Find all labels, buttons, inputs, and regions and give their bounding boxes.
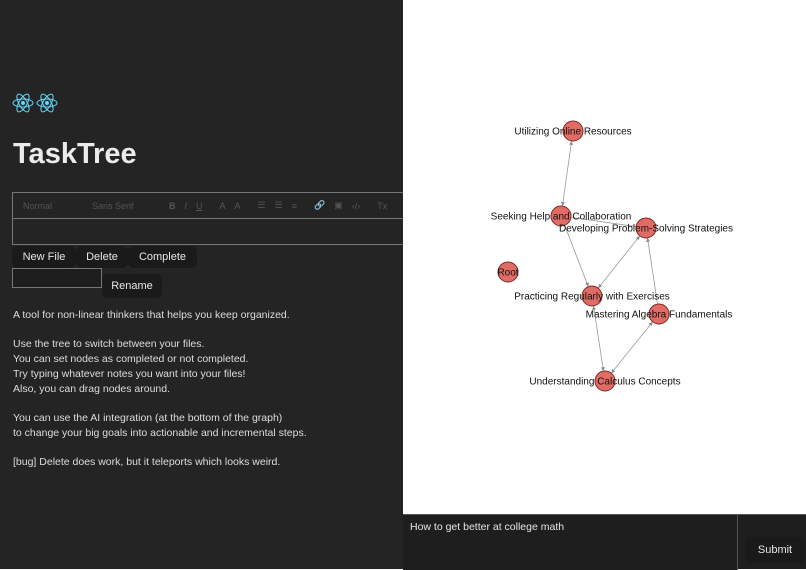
bold-button[interactable]: B bbox=[169, 200, 176, 211]
text-color-button[interactable]: A bbox=[219, 200, 226, 211]
graph-edge bbox=[598, 236, 640, 288]
graph-edge bbox=[562, 141, 571, 206]
node-label: Understanding Calculus Concepts bbox=[529, 376, 681, 388]
ordered-list-icon[interactable]: ☰ bbox=[257, 200, 266, 210]
submit-button[interactable]: Submit bbox=[745, 537, 805, 563]
node-label: Mastering Algebra Fundamentals bbox=[585, 309, 733, 321]
code-icon[interactable]: ‹/› bbox=[351, 200, 361, 211]
sidebar-panel bbox=[0, 0, 403, 569]
clear-format-button[interactable]: Tx bbox=[377, 200, 388, 211]
node-label: Developing Problem-Solving Strategies bbox=[559, 223, 733, 235]
bullet-list-icon[interactable]: ☰ bbox=[274, 200, 283, 210]
new-file-button[interactable]: New File bbox=[12, 246, 76, 268]
link-icon[interactable]: 🔗 bbox=[313, 200, 326, 210]
graph-edge bbox=[565, 225, 589, 286]
ai-prompt-bar bbox=[403, 514, 806, 569]
background-color-button[interactable]: A bbox=[234, 200, 241, 211]
description-line: You can set nodes as completed or not completed. bbox=[13, 353, 249, 366]
graph-node[interactable] bbox=[514, 286, 670, 306]
rename-input[interactable] bbox=[12, 268, 102, 288]
task-graph[interactable] bbox=[403, 0, 806, 514]
description-line: You can use the AI integration (at the bottom of the graph) bbox=[13, 411, 283, 424]
italic-button[interactable]: I bbox=[184, 200, 188, 211]
react-logo-icon bbox=[12, 92, 34, 114]
description-line: Also, you can drag nodes around. bbox=[13, 382, 171, 395]
react-logo-icon bbox=[36, 92, 58, 114]
rename-button[interactable]: Rename bbox=[102, 274, 162, 298]
node-label: Root bbox=[497, 267, 519, 279]
description-line: Use the tree to switch between your files. bbox=[13, 338, 205, 351]
delete-button[interactable]: Delete bbox=[76, 246, 128, 268]
description-line: Try typing whatever notes you want into your files! bbox=[13, 367, 246, 380]
graph-node[interactable] bbox=[514, 121, 631, 141]
description bbox=[13, 308, 307, 484]
node-label: Utilizing Online Resources bbox=[514, 126, 632, 138]
graph-node[interactable] bbox=[586, 304, 733, 324]
complete-button[interactable]: Complete bbox=[128, 246, 197, 268]
node-label: Practicing Regularly with Exercises bbox=[514, 291, 670, 303]
font-select[interactable]: Sans Serif bbox=[92, 200, 134, 211]
logos bbox=[12, 92, 58, 114]
page-title: TaskTree bbox=[13, 138, 137, 170]
align-icon[interactable]: ≡ bbox=[291, 200, 297, 211]
description-line: A tool for non-linear thinkers that helps you keep organized. bbox=[13, 309, 290, 321]
node-label: Seeking Help and Collaboration bbox=[490, 211, 632, 223]
graph-node[interactable] bbox=[529, 371, 680, 391]
underline-button[interactable]: U bbox=[196, 200, 203, 211]
graph-node[interactable] bbox=[497, 262, 518, 282]
editor-toolbar bbox=[13, 193, 403, 219]
header-select[interactable]: Normal bbox=[23, 200, 53, 211]
graph-edge bbox=[611, 322, 652, 373]
graph-canvas[interactable] bbox=[403, 0, 806, 514]
goal-prompt-input[interactable]: How to get better at college math bbox=[403, 515, 738, 570]
description-line: [bug] Delete does work, but it teleports which looks weird. bbox=[13, 455, 281, 468]
image-icon[interactable]: ▣ bbox=[334, 200, 343, 210]
rich-text-editor[interactable] bbox=[12, 192, 403, 245]
description-line: to change your big goals into actionable and incremental steps. bbox=[13, 426, 307, 439]
